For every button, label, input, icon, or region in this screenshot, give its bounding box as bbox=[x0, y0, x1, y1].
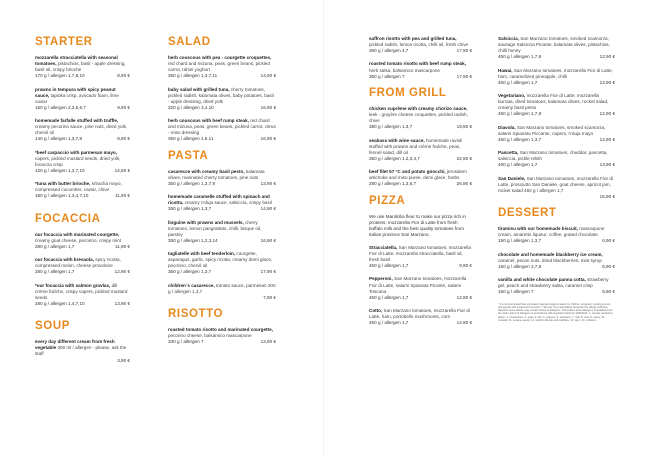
menu-item-text bbox=[369, 138, 472, 156]
menu-item bbox=[369, 276, 472, 300]
menu-item-price-row bbox=[498, 162, 615, 168]
menu-item-weight: 350 g / allergen 1,3,7,11 bbox=[168, 73, 218, 79]
menu-item-description: San Marzano tomatoes, smoked scamorza, salami Spianata Piccante, capers, n'duja mayo bbox=[498, 124, 606, 136]
menu-item-title: prawns in tempura with spicy peanut sauce, bbox=[35, 86, 116, 98]
menu-item-title: homemade caramelle stuffed with spinach and ricotta, bbox=[168, 194, 270, 206]
focaccia-list bbox=[35, 232, 130, 307]
menu-item-text bbox=[369, 36, 472, 48]
allergen-footnote: * it is recommended that uncooked meat and eggs be taken by children, pregnant, nursing women and people with weakened immunity. ** We are not a specialized restaurant for allergy sufferers, therefore some dishes may contain traces of allergens. Information about allergens is available from the staff. Listed 14 allergens in accordance with regulation (EU) No 1169/2011: 1. cereals containing gluten, 2. crustaceans, 3. eggs, 4. fish, 5. peanuts, 6. soybeans, 7. milk, 8. nuts, 9. celery, 10. mustard, 11. sesame seeds, 12. sulphur dioxide and sulphites, 13. lupin, 14. molluscs. bbox=[498, 302, 613, 322]
menu-item-price-row bbox=[498, 238, 615, 244]
menu-item-price: 7,90 € bbox=[263, 294, 276, 300]
menu-item-price: 12,90 € bbox=[114, 269, 130, 275]
menu-item-price: 12,90 € bbox=[599, 111, 615, 117]
menu-item-price: 13,90 € bbox=[260, 180, 276, 186]
menu-item-text bbox=[498, 36, 615, 54]
menu-item-price-row bbox=[168, 73, 276, 79]
menu-item-description: tapioka crisp, avocado foam, lime caviar bbox=[35, 92, 119, 104]
menu-item bbox=[168, 169, 276, 187]
menu-item-weight: 450 g / allergen 1,7 bbox=[498, 79, 538, 85]
menu-item-price: 14,90 € bbox=[260, 73, 276, 79]
menu-item-weight: 380 g / allergen 1,3,7 bbox=[369, 124, 413, 130]
menu-item-price-row bbox=[35, 301, 130, 307]
menu-item-description: spicy ricotta, compressed melon, cheese provolone bbox=[35, 257, 121, 269]
menu-item-description: San Marzano tomatoes, mozzarella Fior di Latte, prosciutto San Daniele, goat cheese, apricot jam, rocket salad 450 g / allergen 1,7 bbox=[498, 175, 613, 193]
menu-item-price-row bbox=[168, 269, 276, 275]
column-2 bbox=[168, 36, 276, 353]
menu-item-price-row bbox=[498, 137, 615, 143]
grill-list bbox=[369, 106, 472, 187]
menu-item-price-row bbox=[498, 80, 615, 86]
menu-item-description: San Marzano tomatoes, mozzarella Fior di Latte, ham, caramelized pineapple, chilli bbox=[498, 67, 613, 79]
menu-item-weight: 350 g / allergen 1,2,3,4,7 bbox=[369, 155, 420, 161]
menu-item bbox=[498, 176, 615, 200]
menu-item-text bbox=[369, 106, 472, 124]
menu-item-price: 9,90 € bbox=[459, 263, 472, 269]
menu-item-weight: 170 g / allergen 1,7,8,10 bbox=[35, 73, 85, 79]
menu-item bbox=[498, 277, 615, 295]
menu-item-price: 13,90 € bbox=[260, 339, 276, 345]
salad-list bbox=[168, 55, 276, 143]
menu-item-title: linguine with prawns and mussels, bbox=[168, 219, 244, 225]
section-title-starter: STARTER bbox=[35, 36, 93, 48]
menu-item-description: San Marzano tomatoes, smoked scamorza, sausage Salsiccia Picante, kalamata olives, pistachios, chilli honey bbox=[498, 36, 610, 54]
menu-item-text bbox=[168, 118, 276, 136]
section-title-focaccia: FOCACCIA bbox=[35, 212, 101, 225]
menu-item-description: creamy goat cheese, pecorino, crispy mint bbox=[35, 237, 122, 243]
menu-item-text bbox=[168, 169, 276, 181]
menu-item bbox=[498, 93, 615, 117]
menu-item-weight: 330 g / allergen 7 bbox=[168, 339, 204, 345]
menu-item-weight: 350 g / allergen 1,2,3,14 bbox=[168, 237, 218, 243]
menu-item-text bbox=[369, 61, 472, 73]
menu-item-title: *tuna with butter brioche, bbox=[35, 181, 91, 187]
risotto-list bbox=[168, 327, 276, 345]
menu-item-price-row bbox=[35, 244, 130, 250]
menu-item-title: *beef carpaccio with parmesan mayo, bbox=[35, 149, 117, 155]
menu-item-description: kalamata olives, marinated cherry tomatoes, pine nuts bbox=[168, 168, 265, 180]
menu-item-description: cherry tomatoes, lemon pangrattato, chilli, bisque oil, parsley bbox=[168, 219, 262, 237]
menu-item bbox=[498, 226, 615, 244]
menu-item-price: 6,90 € bbox=[602, 238, 615, 244]
section-title-salad: SALAD bbox=[168, 36, 211, 48]
starter-list bbox=[35, 55, 130, 200]
menu-item bbox=[35, 232, 130, 250]
menu-item bbox=[35, 339, 130, 363]
section-title-grill: FROM GRILL bbox=[369, 86, 447, 99]
menu-item-price: 15,90 € bbox=[599, 193, 615, 199]
menu-item-price: 12,90 € bbox=[599, 54, 615, 60]
menu-item-text bbox=[35, 150, 130, 168]
menu-item-price: 8,90 € bbox=[117, 73, 130, 79]
menu-item-title: Cotto, bbox=[369, 308, 383, 314]
menu-item-text bbox=[498, 226, 615, 238]
menu-item-description: courgette, asparagus, garlic, spicy ricotta, creamy demi glace, pecorino, chervil oil bbox=[168, 251, 273, 269]
menu-item-text bbox=[168, 220, 276, 238]
menu-item-weight: 350 g / allergen 1,3,7,8 bbox=[168, 180, 215, 186]
menu-item-price-row bbox=[369, 74, 472, 80]
menu-item-description: San Marzano tomatoes, cheddar, pancetta, salsiccia, pickle relish bbox=[498, 150, 608, 162]
menu-item bbox=[369, 61, 472, 79]
menu-item-weight: 450 g / allergen 1,7,8 bbox=[498, 54, 542, 60]
section-title-pasta: PASTA bbox=[168, 149, 209, 162]
menu-item-text bbox=[498, 252, 615, 264]
menu-item-title: seabass with wine sauce, bbox=[369, 137, 425, 143]
menu-item-price: 17,90 € bbox=[456, 73, 472, 79]
menu-item-price-row bbox=[369, 48, 472, 54]
menu-item-title: roasted tomato risotto with beef rump steak, bbox=[369, 61, 466, 67]
menu-item-text bbox=[168, 327, 276, 339]
menu-item-weight: 150 g / allergen 2,3,5,6,7 bbox=[35, 104, 86, 110]
menu-item-description: homemade ravioli stuffed with prawns and crème fraîche, peas, fennel salad, dill oil bbox=[369, 137, 463, 155]
menu-item bbox=[369, 106, 472, 130]
menu-item bbox=[35, 150, 130, 174]
menu-item-weight: 350 g / allergen 1,3,7 bbox=[168, 206, 212, 212]
menu-item-price-row bbox=[35, 168, 130, 174]
menu-item-title: mozzarella stracciatella with seasonal tomatoes, bbox=[35, 55, 118, 67]
menu-item-price-row bbox=[35, 193, 130, 199]
risotto-list-continued bbox=[369, 36, 472, 80]
menu-item-title: roasted tomato risotto and marinated courgette, bbox=[168, 327, 273, 333]
menu-item-title: Diavola, bbox=[498, 124, 516, 130]
menu-item-title: herb couscous with beef rump steak, bbox=[168, 118, 249, 124]
menu-item-weight: 350 g / allergen 1,6,11 bbox=[168, 136, 214, 142]
menu-item-weight: 280 g / allergen 1,7 bbox=[35, 269, 75, 275]
menu-item-price: 14,90 € bbox=[260, 206, 276, 212]
menu-item-title: our focaccia with bresaola, bbox=[35, 257, 94, 263]
menu-item-text bbox=[168, 251, 276, 269]
menu-item-weight: 450 g / allergen 1,7,8 bbox=[498, 111, 542, 117]
menu-item-price: 17,90 € bbox=[260, 269, 276, 275]
menu-item-price: 17,90 € bbox=[456, 48, 472, 54]
menu-item-title: vanilla and white chocolate panna cotta, bbox=[498, 277, 586, 283]
menu-item-price: 26,90 € bbox=[456, 181, 472, 187]
menu-item bbox=[498, 68, 615, 86]
menu-item-weight: 120 g / allergen 1,3,7,10 bbox=[35, 167, 85, 173]
menu-item bbox=[498, 125, 615, 143]
menu-item bbox=[369, 308, 472, 326]
menu-item-price-row bbox=[369, 124, 472, 130]
menu-item-description: herb salsa, balsamico mascarpone bbox=[369, 67, 440, 73]
menu-item-weight: 350 g / allergen 4,7 bbox=[369, 48, 409, 54]
menu-item-weight: 350 g / allergen 7 bbox=[369, 73, 405, 79]
menu-item bbox=[498, 150, 615, 168]
menu-item-title: San Daniele, bbox=[498, 175, 526, 181]
menu-item-title: our focaccia with marinated courgette, bbox=[35, 231, 120, 237]
menu-item-price-row bbox=[35, 73, 130, 79]
menu-item-text bbox=[35, 87, 130, 105]
menu-item-text bbox=[498, 150, 615, 162]
menu-item-text bbox=[498, 93, 615, 111]
menu-item-price-row bbox=[369, 320, 472, 326]
menu-item-title: children´s casarecce, bbox=[168, 282, 215, 288]
menu-item-description: pickled radish, lemon ricotta, chilli oil, fresh chive bbox=[369, 42, 469, 48]
menu-item-weight: 320 g / allergen 3,4,10 bbox=[168, 104, 214, 110]
menu-item bbox=[168, 118, 276, 142]
menu-item-price: 16,90 € bbox=[260, 136, 276, 142]
menu-item-price: 12,50 € bbox=[114, 167, 130, 173]
menu-item-description: San Marzano tomatoes, mozzarella Fior di Latte, ham, portobello mushrooms, corn bbox=[369, 308, 470, 320]
menu-item-weight: 450 g / allergen 1,7 bbox=[369, 263, 409, 269]
menu-item-description: creamy pecorino sauce, pine nuts, dried yolk, chervil oil bbox=[35, 124, 128, 136]
menu-item-price: 11,90 € bbox=[115, 243, 130, 249]
menu-item-text bbox=[168, 194, 276, 206]
menu-item-weight: 150 g / allergen 3,7,8 bbox=[498, 263, 542, 269]
menu-item-text bbox=[369, 276, 472, 294]
menu-item-price-row bbox=[369, 295, 472, 301]
menu-item bbox=[168, 283, 276, 301]
menu-item-description: dill crème fraîche, crispy capers, pickled mustard seeds bbox=[35, 282, 128, 300]
menu-item-text bbox=[168, 283, 276, 295]
menu-item-text bbox=[498, 68, 615, 80]
dessert-list bbox=[498, 226, 615, 295]
menu-item-title: casarecce with creamy basil pesto, bbox=[168, 168, 245, 174]
menu-item-text bbox=[168, 55, 276, 73]
menu-item-price: 9,90 € bbox=[117, 104, 130, 110]
menu-item-description: capers, pickled mustard seeds, dried yolk, focaccia crisp bbox=[35, 155, 121, 167]
menu-item-title: Hawai, bbox=[498, 67, 513, 73]
menu-item-description: San Marzano tomatoes, mozzarella Fior di Latte, mozzarella stracciatella, basil oil, fresh basil bbox=[369, 244, 471, 263]
menu-item-description: creamy n'duja sauce, salsiccia, crispy basil bbox=[184, 200, 272, 206]
menu-item-title: Stracciatella, bbox=[369, 244, 398, 250]
menu-item-price-row bbox=[35, 136, 130, 142]
menu-item bbox=[168, 251, 276, 275]
menu-item-weight: 450 g / allergen 1,7 bbox=[498, 162, 538, 168]
menu-item-text bbox=[369, 245, 472, 263]
menu-item-text bbox=[35, 118, 130, 136]
menu-item bbox=[498, 36, 615, 60]
menu-item-description: mozzarella Fior di Latte, mozzarella burrata, dried tomatoes, kalamata olives, rocket salad, creamy basil pesto bbox=[498, 93, 609, 111]
menu-item-price-row bbox=[498, 289, 615, 295]
menu-item-weight: 450 g / allergen 1,3,7 bbox=[498, 136, 542, 142]
menu-item-weight: 150 g / allergen 1,3,7 bbox=[498, 238, 542, 244]
menu-item-price-row bbox=[168, 339, 276, 345]
menu-item-title: baby salad with grilled tuna, bbox=[168, 86, 230, 92]
column-3 bbox=[369, 36, 472, 334]
menu-item-description: San Marzano tomatoes, mozzarella Fior di Latte, salami Spianata Picante, salami Toscana bbox=[369, 276, 467, 294]
menu-item-text bbox=[168, 87, 276, 105]
menu-item-weight: 280 g / allergen 1,3,6,7 bbox=[369, 181, 416, 187]
menu-item-description: 300 ml / allergen - please, ask the staff bbox=[35, 345, 127, 357]
menu-item bbox=[35, 55, 130, 79]
menu-item-description: mascarpone cream, amaretto liqueur, coffee, grated chocolate bbox=[498, 226, 605, 238]
menu-item-title: herb couscous with pea - courgette croquettes, bbox=[168, 55, 272, 60]
menu-item-title: Vegetariano, bbox=[498, 93, 526, 99]
menu-item-title: chocolate and homemade blackberry ice cream, bbox=[498, 251, 603, 257]
menu-item-price: 12,90 € bbox=[456, 294, 472, 300]
menu-item-title: beef filet 57 °C and potato gnocchi, bbox=[369, 169, 446, 175]
menu-item-title: Pancetta, bbox=[498, 150, 519, 156]
pizza-intro: We use Manitoba fleur to make our pizza rich in proteins, mozzarella Fior di Latte from fresh buffalo milk and the best quality tomatoes from Italian province San Marzano. bbox=[369, 213, 466, 237]
menu-item-text bbox=[369, 169, 472, 181]
menu-item-text bbox=[35, 181, 130, 193]
pizza-list-continued bbox=[498, 36, 615, 200]
menu-item-text bbox=[35, 283, 130, 301]
menu-item-price-row bbox=[168, 238, 276, 244]
menu-item-text bbox=[35, 55, 130, 73]
menu-item-price-row bbox=[35, 105, 130, 111]
menu-item bbox=[35, 87, 130, 111]
section-title-risotto: RISOTTO bbox=[168, 308, 224, 321]
menu-item-price-row bbox=[498, 111, 615, 117]
column-4 bbox=[498, 36, 615, 322]
pizza-list bbox=[369, 245, 472, 326]
menu-item-price-row bbox=[369, 156, 472, 162]
menu-item-price-row bbox=[168, 136, 276, 142]
menu-item-text bbox=[35, 257, 130, 269]
menu-item-price: 13,90 € bbox=[114, 300, 130, 306]
menu-item bbox=[168, 55, 276, 79]
menu-item-description: cherry tomatoes, pickled radish, kalamata olives, baby potatoes, basil - apple dressing, dried yolk bbox=[168, 86, 274, 104]
menu-item-price-row bbox=[369, 263, 472, 269]
menu-item-description: red chard and mizuna, peas, green beans, pickled carrot, tahini yoghurt bbox=[168, 61, 270, 73]
menu-item-price: 12,90 € bbox=[456, 320, 472, 326]
menu-item-description: red chard and mizuna, peas, green beans, pickled carrot, citrus - miso dressing bbox=[168, 118, 276, 136]
menu-item bbox=[35, 181, 130, 199]
menu-item-text bbox=[498, 176, 615, 194]
menu-item-text bbox=[498, 125, 615, 137]
menu-item bbox=[168, 194, 276, 212]
menu-item-title: homemade farfalle stuffed with truffle, bbox=[35, 118, 119, 124]
section-title-dessert: DESSERT bbox=[498, 207, 557, 220]
menu-item-price-row bbox=[498, 194, 615, 200]
menu-item bbox=[35, 257, 130, 275]
menu-item bbox=[498, 252, 615, 270]
menu-item-price: 11,90 € bbox=[115, 193, 130, 199]
menu-item-price: 22,90 € bbox=[456, 155, 472, 161]
menu-item-price: 16,90 € bbox=[260, 104, 276, 110]
menu-item-text bbox=[498, 277, 615, 289]
menu-item-price-row bbox=[498, 54, 615, 60]
menu-item-price: 6,90 € bbox=[602, 263, 615, 269]
menu-item-price: 19,90 € bbox=[456, 124, 472, 130]
menu-item-price-row bbox=[168, 206, 276, 212]
menu-item-description: caramel, pecan nuts, dried blackberries, mint syrup bbox=[498, 257, 602, 263]
menu-item-weight: 180 g / allergen 1,3,4,7,10 bbox=[35, 193, 89, 199]
menu-item bbox=[35, 283, 130, 307]
menu-item-weight: 450 g / allergen 1,7 bbox=[369, 294, 409, 300]
menu-item-title: *our focaccia with salmon gravlax, bbox=[35, 282, 111, 288]
menu-item-description: strawberry gel, peach and strawberry salsa, caramel crisp bbox=[498, 277, 609, 289]
menu-item bbox=[168, 220, 276, 244]
menu-item-title: tiramisu with our homemade biscuit, bbox=[498, 226, 578, 232]
menu-item-description: pistachios, basil - apple dressing, basil oil, crispy brioche bbox=[35, 61, 126, 73]
menu-item bbox=[369, 245, 472, 269]
menu-item-description: tomato sauce, parmesan 200 g / allergen 1,3,7 bbox=[168, 282, 276, 294]
menu-item-price: 13,90 € bbox=[599, 162, 615, 168]
menu-item-weight: 450 g / allergen 1,7 bbox=[369, 320, 409, 326]
menu-item-price-row bbox=[369, 181, 472, 187]
section-title-soup: SOUP bbox=[35, 320, 70, 333]
menu-item-price-row bbox=[168, 181, 276, 187]
menu-item-description: sriracha mayo, compressed cucumber, caviar, chive bbox=[35, 181, 122, 193]
menu-item-title: Salsiccia, bbox=[498, 36, 519, 41]
menu-item bbox=[168, 87, 276, 111]
menu-item-price-row bbox=[35, 269, 130, 275]
menu-item-price-row bbox=[35, 358, 130, 364]
column-1 bbox=[35, 36, 130, 371]
menu-item-weight: 280 g / allergen 1,7 bbox=[35, 243, 75, 249]
menu-item-weight: 140 g / allergen 1,3,7,8 bbox=[35, 136, 82, 142]
menu-item-text bbox=[35, 232, 130, 244]
menu-item-description: leek - gruyère cheese croquettes, pickled radish, chive bbox=[369, 112, 468, 124]
menu-item bbox=[369, 169, 472, 187]
menu-item-weight: 150 g / allergen 7 bbox=[498, 289, 534, 295]
menu-item-description: pecorino cheese, balsamico mascarpone bbox=[168, 333, 252, 339]
pasta-list bbox=[168, 169, 276, 301]
menu-item bbox=[369, 36, 472, 54]
menu-item-weight: 350 g / allergen 1,3,7 bbox=[168, 269, 212, 275]
menu-item-price: 6,90 € bbox=[602, 289, 615, 295]
menu-item-price: 12,90 € bbox=[599, 79, 615, 85]
menu-item-text bbox=[369, 308, 472, 320]
menu-item-text bbox=[35, 339, 130, 357]
soup-list bbox=[35, 339, 130, 363]
menu-item-title: chicken suprême with creamy chorizo sauce, bbox=[369, 105, 468, 111]
menu-item bbox=[369, 138, 472, 162]
menu-item bbox=[168, 327, 276, 345]
menu-item-price: 8,90 € bbox=[117, 136, 130, 142]
menu-item-description: jerusalem artichoke and miso puree, demi glace, herbs bbox=[369, 169, 467, 181]
menu-item-price: 12,90 € bbox=[599, 136, 615, 142]
menu-item-title: saffron risotto with pea and grilled tuna, bbox=[369, 36, 457, 41]
menu-item-title: every day different cream from fresh vegetable bbox=[35, 339, 115, 351]
menu-item-weight: 280 g / allergen 1,4,7,10 bbox=[35, 300, 85, 306]
menu-item-price: 3,90 € bbox=[117, 357, 130, 363]
menu-item-price-row bbox=[168, 105, 276, 111]
section-title-pizza: PIZZA bbox=[369, 194, 406, 207]
menu-item-title: Pepperoni, bbox=[369, 276, 393, 282]
menu-item-price-row bbox=[498, 264, 615, 270]
menu-item bbox=[35, 118, 130, 142]
page-fold-divider bbox=[323, 0, 324, 457]
menu-item-price-row bbox=[168, 295, 276, 301]
menu-item-price: 16,90 € bbox=[260, 237, 276, 243]
menu-item-title: tagliatelle with beef tenderloin, bbox=[168, 251, 236, 257]
